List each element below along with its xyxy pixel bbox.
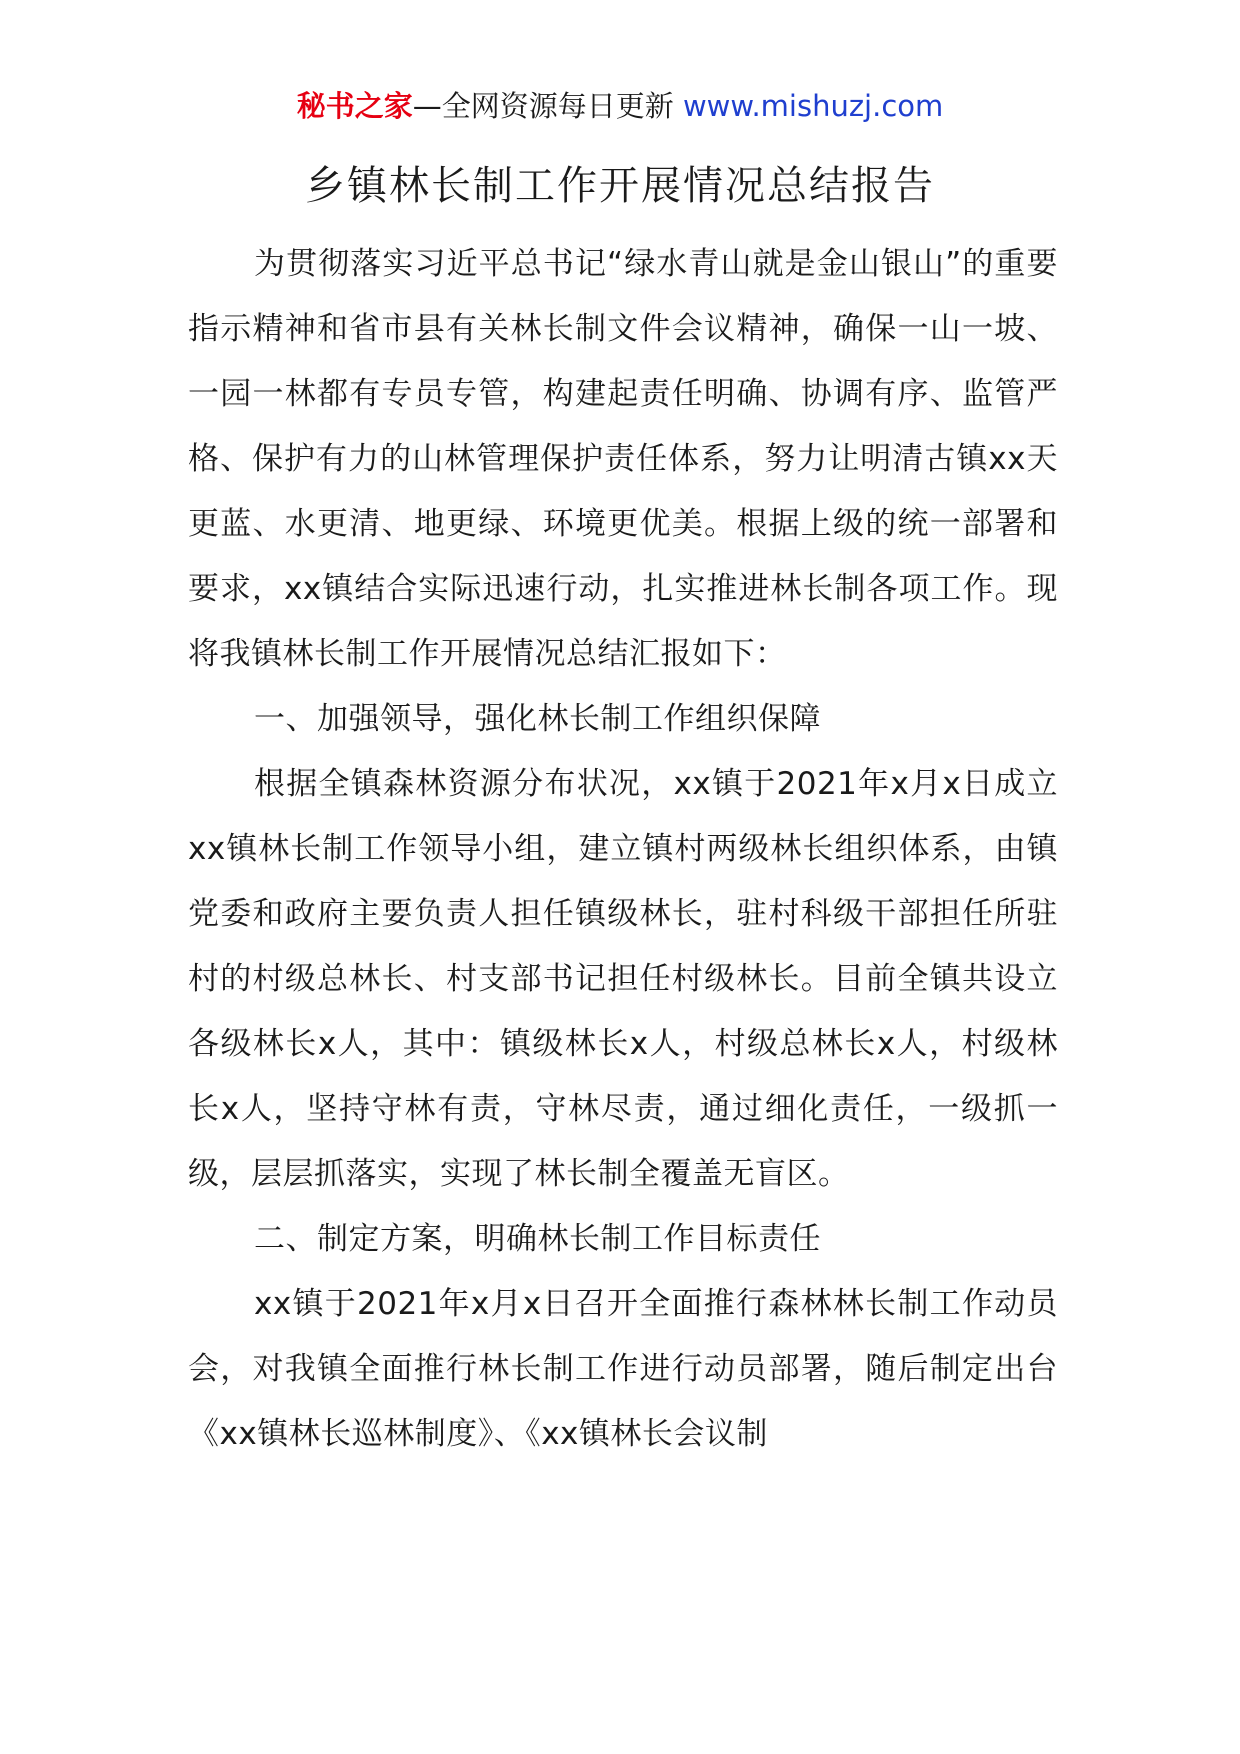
document-title: 乡镇林长制工作开展情况总结报告: [305, 163, 935, 209]
site-tagline: —全网资源每日更新: [412, 89, 674, 123]
section-1-paragraph: 根据全镇森林资源分布状况，xx镇于2021年x月x日成立xx镇林长制工作领导小组，建立镇村两级林长组织体系，由镇党委和政府主要负责人担任镇级林长，驻村科级干部担任所驻村的村级总林长、村支部书记担任村级林长。目前全镇共设立各级林长x人，其中：镇级林长x人，村级总林长x人，村级林长x人，坚持守林有责，守林尽责，通过细化责任，一级抓一级，层层抓落实，实现了林长制全覆盖无盲区。: [188, 766, 1058, 1192]
intro-paragraph: 为贯彻落实习近平总书记“绿水青山就是金山银山”的重要指示精神和省市县有关林长制文件会议精神，确保一山一坡、一园一林都有专员专管，构建起责任明确、协调有序、监管严格、保护有力的山林管理保护责任体系，努力让明清古镇xx天更蓝、水更清、地更绿、环境更优美。根据上级的统一部署和要求，xx镇结合实际迅速行动，扎实推进林长制各项工作。现将我镇林长制工作开展情况总结汇报如下：: [188, 246, 1058, 672]
section-heading-1: 一、加强领导，强化林长制工作组织保障: [254, 701, 821, 737]
site-url-link[interactable]: www.mishuzj.com: [682, 89, 944, 123]
section-2-paragraph: xx镇于2021年x月x日召开全面推行森林林长制工作动员会，对我镇全面推行林长制工作进行动员部署，随后制定出台《xx镇林长巡林制度》、《xx镇林长会议制: [188, 1286, 1058, 1452]
site-header: [0, 86, 1240, 126]
document-body: [188, 232, 1058, 1467]
site-brand: 秘书之家: [296, 89, 413, 123]
section-heading-2: 二、制定方案，明确林长制工作目标责任: [254, 1221, 821, 1257]
